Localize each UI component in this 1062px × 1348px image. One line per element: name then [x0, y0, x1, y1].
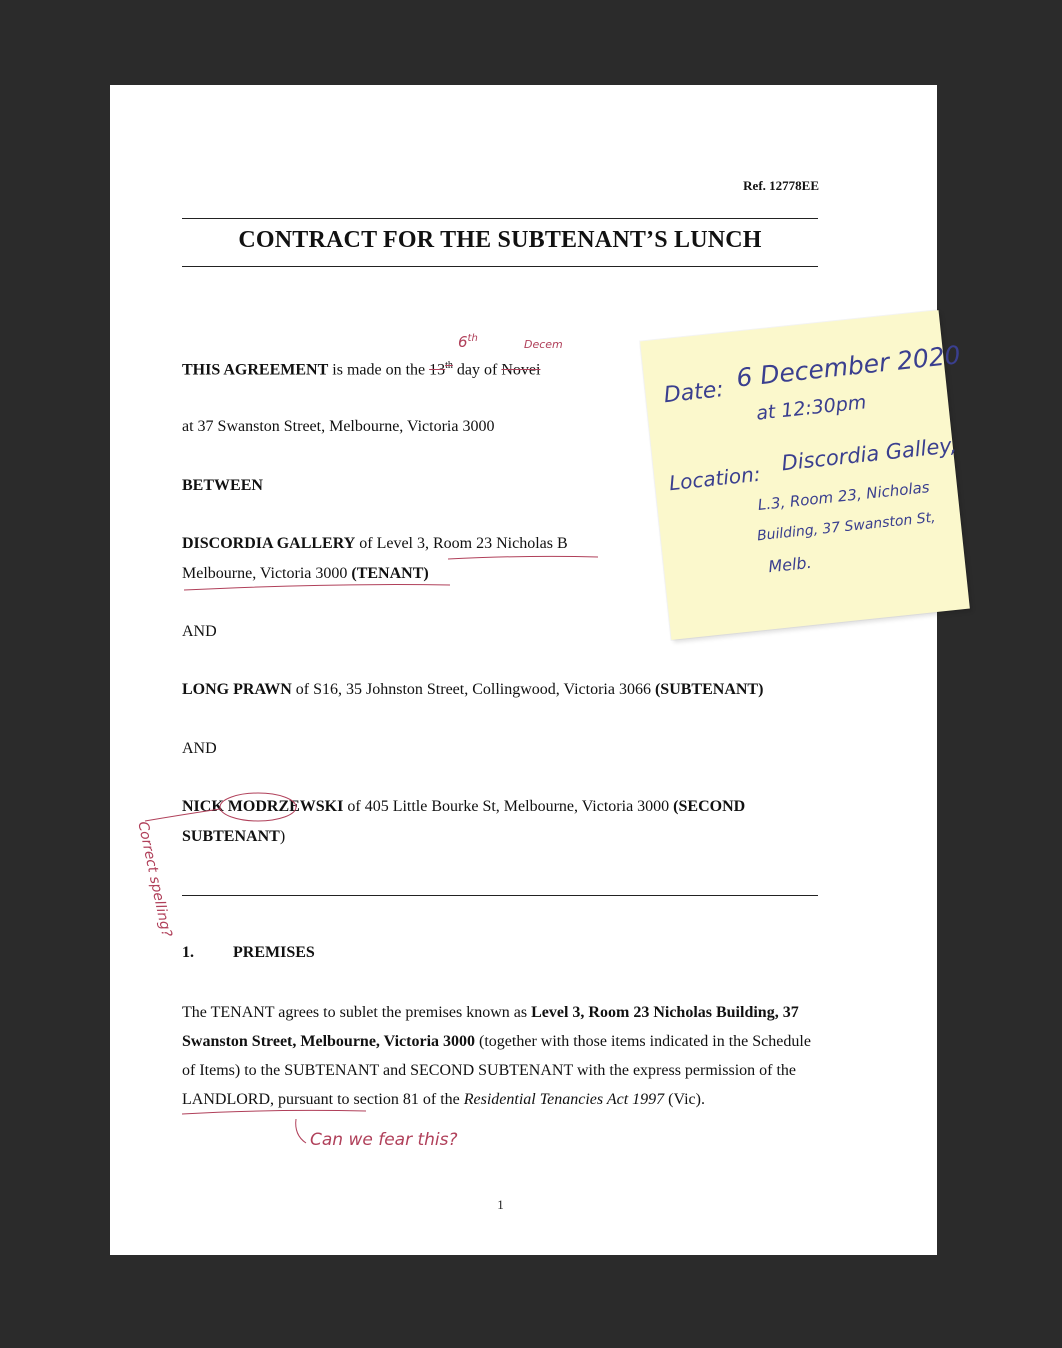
between-label: BETWEEN: [182, 477, 263, 494]
edit-day: 6th: [458, 333, 478, 351]
sticky-location-2: L.3, Room 23, Nicholas: [756, 478, 931, 515]
margin-note: Correct spelling?: [134, 820, 175, 939]
section-number: 1.: [182, 944, 194, 961]
party-tenant-line1: DISCORDIA GALLERY of Level 3, Room 23 Nicholas B: [182, 535, 568, 552]
red-underline-marks: [170, 535, 600, 595]
party-subtenant: LONG PRAWN of S16, 35 Johnston Street, Collingwood, Victoria 3066 (SUBTENANT): [182, 681, 764, 698]
sticky-date-value: 6 December 2020: [734, 340, 962, 393]
and-label-2: AND: [182, 740, 217, 757]
sticky-location-3: Building, 37 Swanston St,: [756, 509, 937, 545]
circle-mark: [140, 785, 310, 845]
party-second-subtenant-line1: NICK MODRZEWSKI of 405 Little Bourke St, Melbourne, Victoria 3000 (SECOND: [182, 798, 746, 815]
sticky-note: [640, 310, 970, 640]
party-tenant-line2: Melbourne, Victoria 3000 (TENANT): [182, 565, 429, 582]
section-heading: PREMISES: [233, 944, 315, 961]
sticky-location-1: Discordia Galley,: [780, 433, 958, 476]
title-top-rule: [182, 218, 818, 219]
annotation-note: Can we fear this?: [310, 1130, 458, 1150]
document-title: CONTRACT FOR THE SUBTENANT’S LUNCH: [238, 227, 762, 253]
sticky-location-4: Melb.: [767, 552, 813, 577]
sticky-location-label: Location:: [667, 461, 762, 496]
and-label-1: AND: [182, 623, 217, 640]
document-page: [110, 85, 962, 1255]
premises-paragraph: The TENANT agrees to sublet the premises known as Level 3, Room 23 Nicholas Building, 37 Swanston Street, Melbourne, Victoria 3000 (together with those items indicated in the Schedule of Items) to the SUBTENANT and SECOND SUBTENANT with the express permission of the LANDLORD, pursuant to section 81 of the Residential Tenancies Act 1997 (Vic).: [182, 1004, 811, 1108]
sticky-date-label: Date:: [662, 377, 725, 409]
party-second-subtenant-line2: SUBTENANT): [182, 828, 286, 845]
sticky-time: at 12:30pm: [755, 391, 868, 425]
page-number: 1: [497, 1197, 504, 1212]
section-divider: [182, 895, 818, 896]
location-line: at 37 Swanston Street, Melbourne, Victoria 3000: [182, 418, 495, 435]
title-bottom-rule: [182, 266, 818, 267]
edit-month: Decem: [524, 338, 563, 351]
agreement-line: THIS AGREEMENT is made on the 13th day of Novei: [182, 360, 541, 379]
reference-number: Ref. 12778EE: [743, 178, 819, 193]
